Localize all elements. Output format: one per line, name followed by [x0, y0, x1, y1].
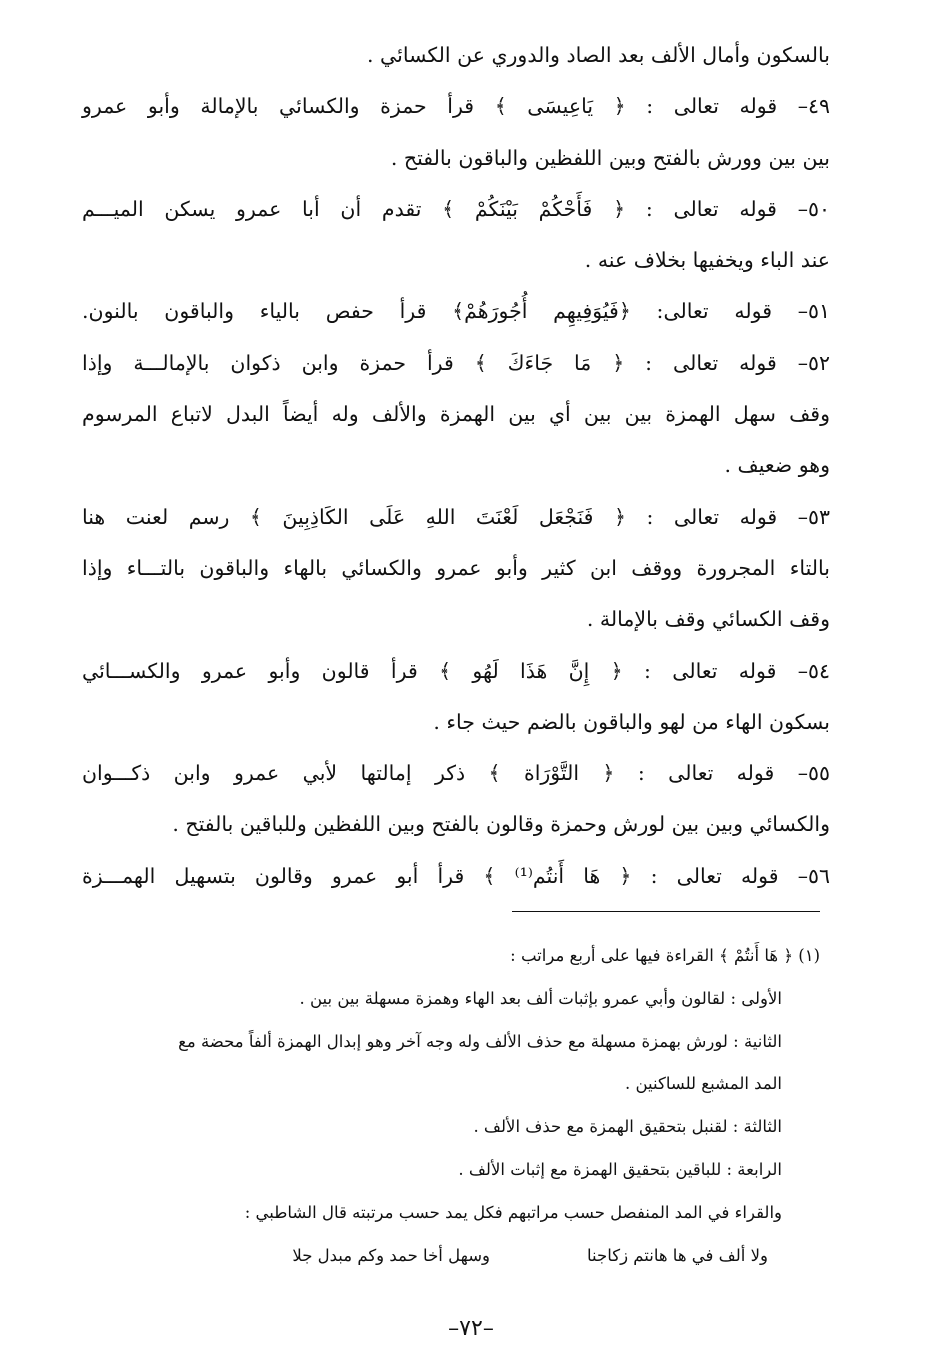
body-line-1: بالسكون وأمال الألف بعد الصاد والدوري عن الكسائي .: [367, 43, 830, 67]
body-line-12: وقف الكسائي وقف بالإمالة .: [586, 607, 830, 632]
body-line-6: ٥١– قوله تعالى: ﴿فَيُوَفِيهِم أُجُورَهُمْ﴾ قرأ حفص بالياء والباقون بالنون.: [82, 299, 830, 324]
main-text-block: [82, 30, 830, 902]
body-line-15: ٥٥– قوله تعالى : ﴿ التَّوْرَاة ﴾ ذكر إمالتها لأبي عمرو وابن ذكـــوان: [82, 761, 830, 786]
footnote-line-4: المد المشبع للساكنين .: [624, 1074, 782, 1094]
footnote-line-5: الثالثة : لقنبل بتحقيق الهمزة مع حذف الألف .: [473, 1117, 782, 1137]
footnote-line-3: الثانية : لورش بهمزة مسهلة مع حذف الألف وله وجه آخر وهو إبدال الهمزة ألفاً محضة مع: [178, 1031, 782, 1051]
body-line-13: ٥٤– قوله تعالى : ﴿ إِنَّ هَذَا لَهُو ﴾ قرأ قالون وأبو عمرو والكســـائي: [82, 658, 830, 683]
footnote-line-7: والقراء في المد المنفصل حسب مراتبهم فكل يمد حسب مرتبته قال الشاطبي :: [244, 1202, 782, 1222]
footnote-line-6: الرابعة : للباقين بتحقيق الهمزة مع إثبات الألف .: [458, 1159, 782, 1179]
body-line-4: ٥٠– قوله تعالى : ﴿ فَأَحْكُمْ بَيْنَكُمْ ﴾ تقدم أن أبا عمرو يسكن الميـــم: [82, 196, 830, 221]
body-line-10: ٥٣– قوله تعالى : ﴿ فَنَجْعَل لَعْنَتَ اللهِ عَلَى الكَاذِبِينَ ﴾ رسم لعنت هنا: [82, 504, 830, 529]
body-line-9: وهو ضعيف .: [724, 453, 830, 478]
page-number: –٧٢–: [448, 1316, 494, 1341]
body-line-2: ٤٩– قوله تعالى : ﴿ يَاعِيسَى ﴾ قرأ حمزة والكسائي بالإمالة وأبو عمرو: [82, 94, 830, 119]
body-line-17: ٥٦– قوله تعالى : ﴿ هَا أَنتُم⁽¹⁾ ﴾ قرأ أبو عمرو وقالون بتسهيل الهمـــزة: [82, 863, 830, 888]
body-line-8: وقف سهل الهمزة بين بين أي بين الهمزة والألف وله أيضاً البدل لاتباع المرسوم: [82, 402, 830, 427]
poem-verse: [76, 1235, 820, 1278]
verse-first-hemistich: ولا ألف في ها هانتم زكاجنا: [586, 1245, 768, 1265]
body-line-16: والكسائي وبين بين لورش وحمزة وقالون بالفتح وبين اللفظين وللباقين بالفتح .: [172, 812, 830, 837]
footnote-line-2: الأولى : لقالون وأبي عمرو بإثبات ألف بعد الهاء وهمزة مسهلة بين بين .: [299, 988, 782, 1008]
body-line-5: عند الباء ويخفيها بخلاف عنه .: [584, 248, 830, 273]
footnote-line-1: (١) ﴿ هَا أَنتُمْ ﴾ القراءة فيها على أربع مراتب :: [510, 946, 820, 965]
body-line-14: بسكون الهاء من لهو والباقون بالضم حيث جاء .: [433, 709, 830, 734]
footnotes-block: [76, 935, 820, 1277]
footnote-separator: [512, 911, 820, 912]
body-line-11: بالتاء المجرورة ووقف ابن كثير وأبو عمرو والكسائي بالهاء والباقون بالتـــاء وإذا: [82, 555, 830, 580]
body-line-7: ٥٢– قوله تعالى : ﴿ مَا جَاءَكَ ﴾ قرأ حمزة وابن ذكوان بالإمالـــة وإذا: [82, 350, 830, 375]
body-line-3: بين بين وورش بالفتح وبين اللفظين والباقون بالفتح .: [390, 145, 830, 170]
verse-second-hemistich: وسهل أخا حمد وكم مبدل جلا: [292, 1245, 490, 1265]
